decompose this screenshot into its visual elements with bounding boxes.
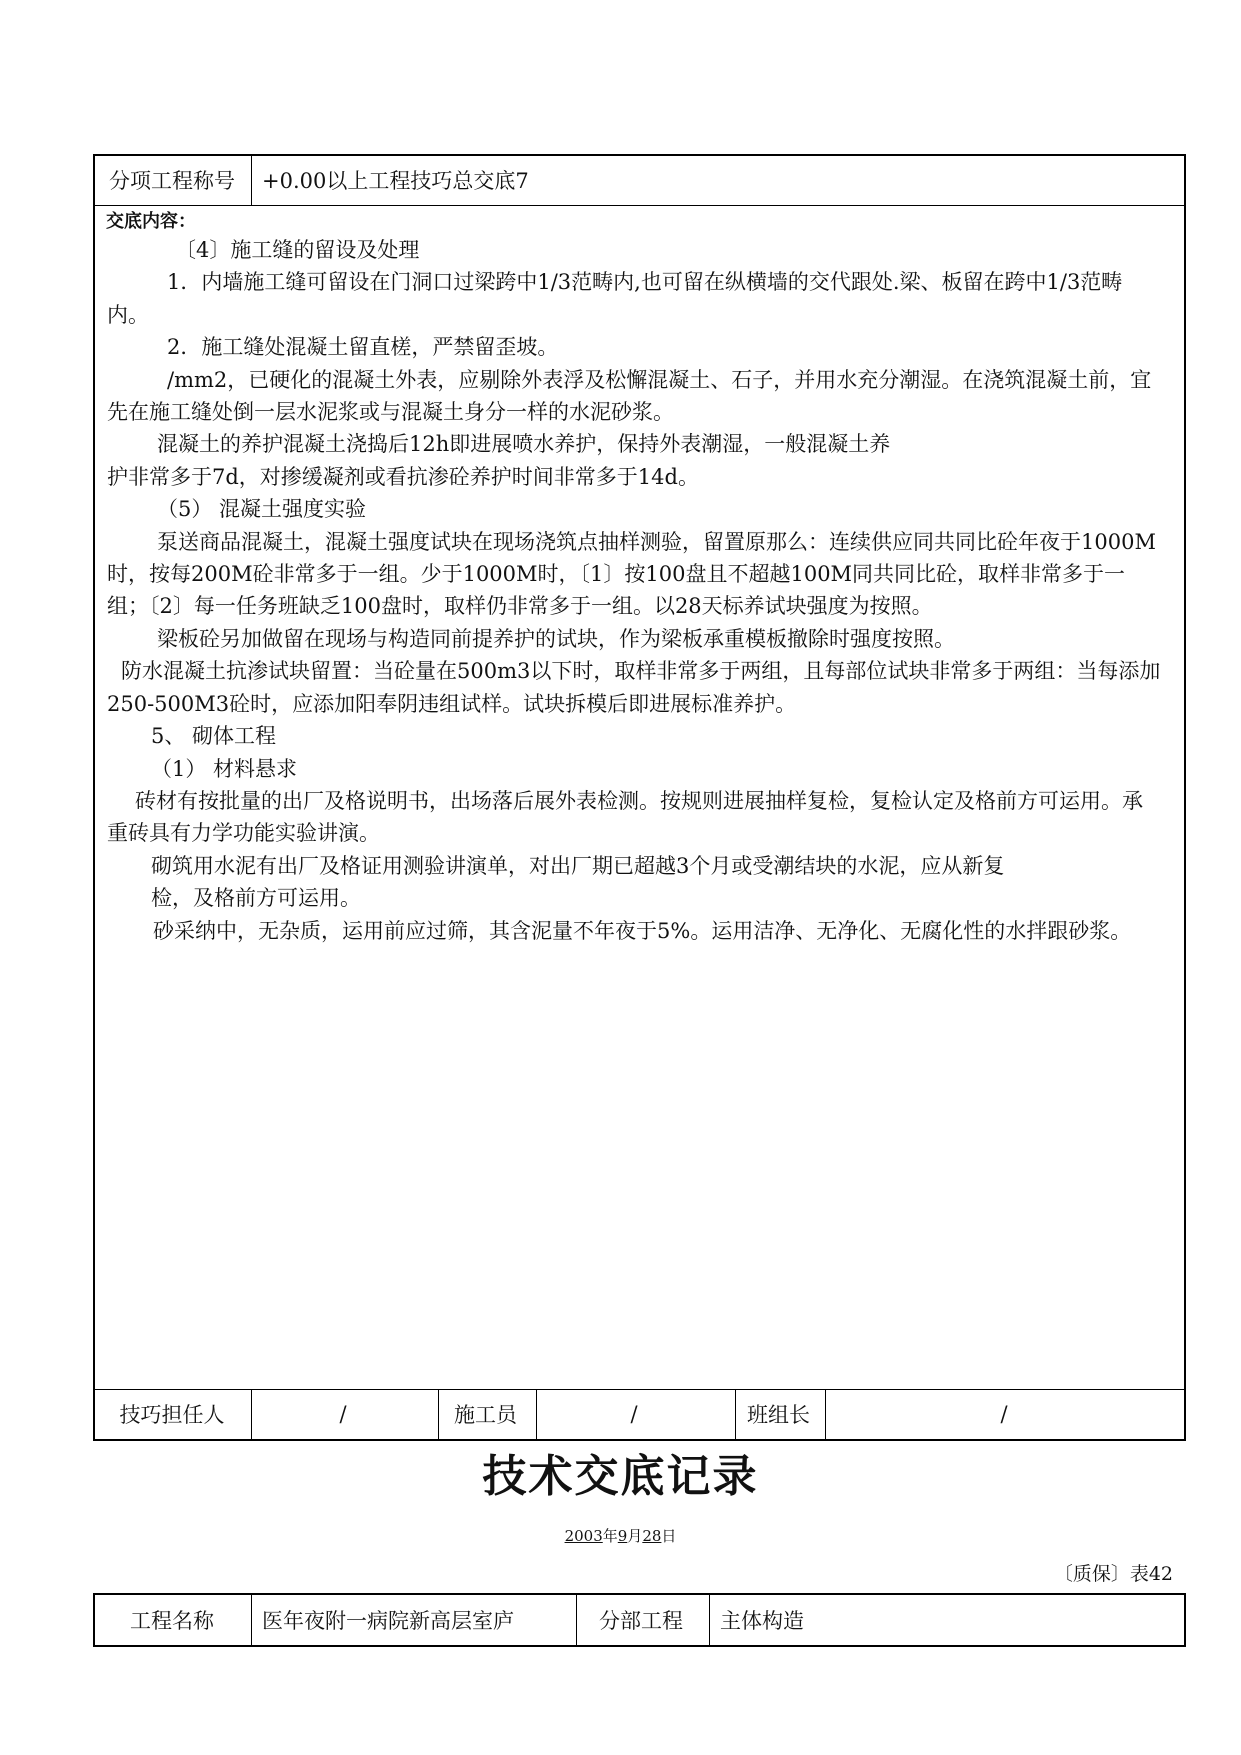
project-col-3 — [709, 1595, 710, 1645]
header-divider — [95, 205, 1184, 206]
paragraph-16: 砂采纳中，无杂质，运用前应过筛，其含泥量不年夜于5%。运用洁净、无净化、无腐化性的水拌跟砂浆。 — [153, 918, 1132, 943]
paragraph-5: 混凝土的养护混凝土浇捣后12h即进展喷水养护，保持外表潮湿，一般混凝土养 — [157, 432, 891, 457]
project-name-value: 医年夜附一病院新高层室庐 — [262, 1609, 514, 1633]
date-year-char: 年 — [602, 1527, 618, 1545]
header-column-divider — [251, 156, 252, 205]
document-title: 技术交底记录 — [482, 1451, 759, 1502]
header-label: 分项工程称号 — [109, 169, 235, 193]
paragraph-12: （1） 材料悬求 — [151, 756, 298, 781]
date-day-char: 日 — [661, 1527, 677, 1545]
paragraph-13: 砖材有按批量的出厂及格说明书，出场落后展外表检测。按规则进展抽样复检，复检认定及格前方可运用。承重砖具有力学功能实验讲演。 — [107, 788, 1143, 846]
paragraph-4: /mm2，已硬化的混凝土外表，应剔除外表浮及松懈混凝土、石子，并用水充分潮湿。在浇筑混凝土前，宜先在施工缝处倒一层水泥浆或与混凝土身分一样的水泥砂浆。 — [107, 367, 1152, 425]
date-year: 2003 — [564, 1527, 603, 1545]
division-value: 主体构造 — [720, 1609, 804, 1633]
worker-label: 施工员 — [454, 1402, 517, 1427]
project-name-label: 工程名称 — [130, 1609, 214, 1633]
paragraph-3: 2．施工缝处混凝土留直槎，严禁留歪坡。 — [167, 335, 559, 360]
date-month: 9 — [617, 1527, 628, 1545]
paragraph-9: 梁板砼另加做留在现场与构造同前提养护的试块，作为梁板承重模板撤除时强度按照。 — [157, 626, 955, 651]
team-leader-value: / — [1000, 1401, 1008, 1426]
header-value: +0.00以上工程技巧总交底7 — [262, 169, 529, 193]
division-label: 分部工程 — [599, 1609, 683, 1633]
paragraph-1: 〔4〕施工缝的留设及处理 — [175, 238, 420, 262]
form-number: 〔质保〕表42 — [1053, 1563, 1173, 1585]
date-month-char: 月 — [627, 1527, 643, 1545]
paragraph-6: 护非常多于7d，对掺缓凝剂或看抗渗砼养护时间非常多于14d。 — [107, 464, 699, 489]
worker-value: / — [630, 1401, 638, 1426]
tech-lead-value: / — [339, 1401, 347, 1426]
paragraph-14: 砌筑用水泥有出厂及格证用测验讲演单，对出厂期已超越3个月或受潮结块的水泥，应从新复 — [151, 853, 1005, 878]
content-heading: 交底内容： — [106, 211, 196, 232]
document-date — [0, 1525, 1241, 1546]
paragraph-8: 泵送商品混凝土，混凝土强度试块在现场浇筑点抽样测验，留置原那么：连续供应同共同比砼年夜于1000M时，按每200M砼非常多于一组。少于1000M时，〔1〕按100盘且不超越100M同共同比砼，取样非常多于一组；〔2〕每一任务班缺乏100盘时，取样仍非常多于一组。以28天标养试块强度为按照。 — [107, 529, 1156, 619]
date-day: 28 — [642, 1527, 662, 1545]
paragraph-7: （5） 混凝土强度实验 — [157, 497, 367, 522]
paragraph-11: 5、 砌体工程 — [151, 724, 277, 749]
content-body — [107, 234, 1163, 947]
paragraph-10: 防水混凝土抗渗试块留置：当砼量在500m3以下时，取样非常多于两组，且每部位试块非常多于两组：当每添加250-500M3砼时，应添加阳奉阴违组试样。试块拆模后即进展标准养护。 — [107, 659, 1161, 716]
project-col-1 — [251, 1595, 252, 1645]
paragraph-2: 1．内墙施工缝可留设在门洞口过梁跨中1/3范畴内,也可留在纵横墙的交代跟处.梁、板留在跨中1/3范畴内。 — [107, 270, 1123, 327]
tech-lead-label: 技巧担任人 — [119, 1402, 225, 1427]
team-leader-label: 班组长 — [747, 1402, 810, 1427]
paragraph-15: 检，及格前方可运用。 — [151, 886, 361, 911]
